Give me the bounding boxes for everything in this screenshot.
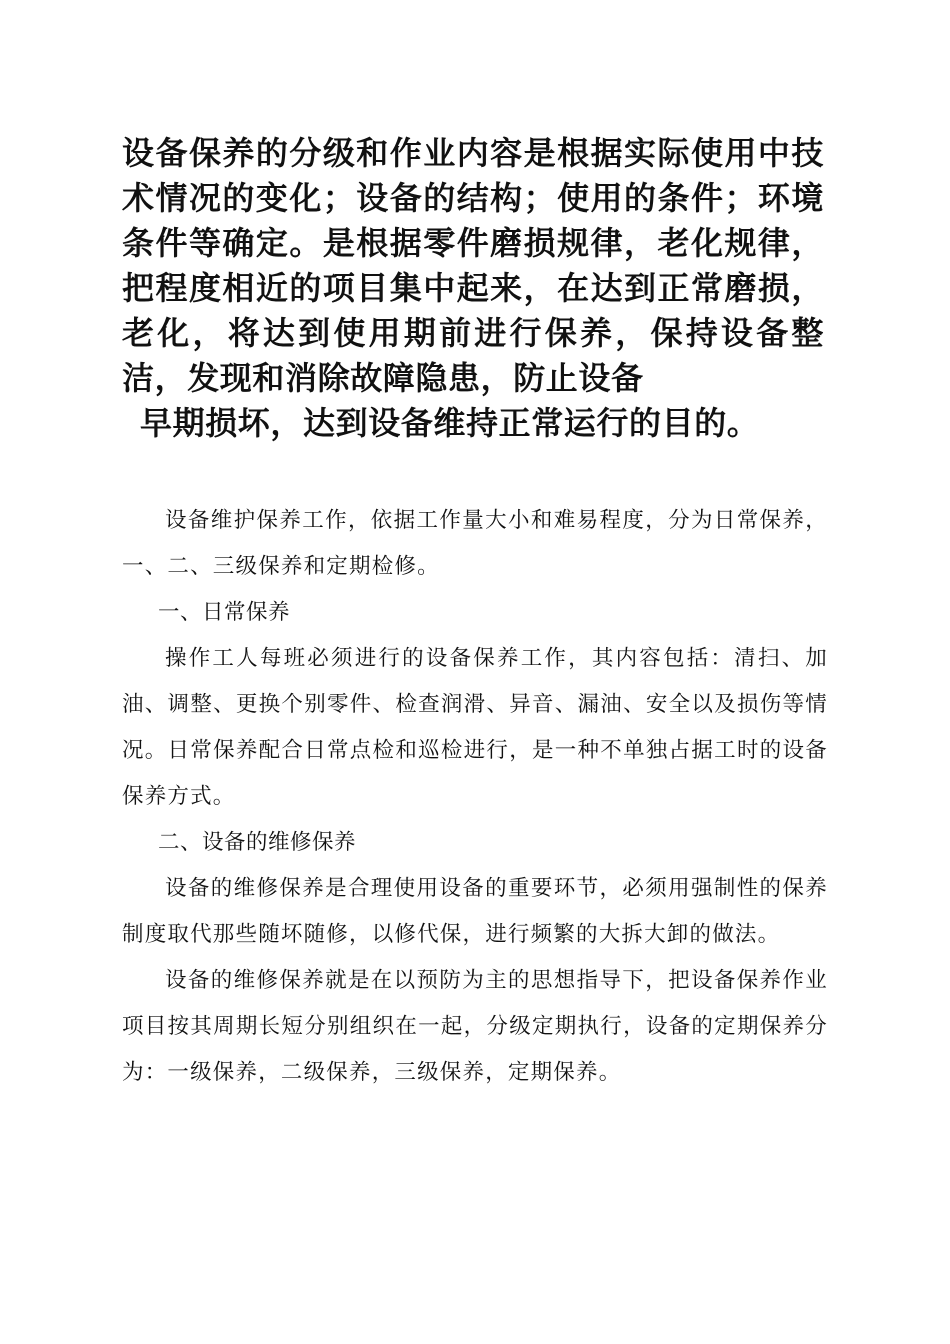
repair-maintenance-paragraph-1: 设备的维修保养是合理使用设备的重要环节，必须用强制性的保养制度取代那些随坏随修，以修代保，进行频繁的大拆大卸的做法。 bbox=[122, 876, 828, 947]
document-body bbox=[122, 498, 828, 1096]
intro-paragraph: 设备维护保养工作，依据工作量大小和难易程度，分为日常保养，一、二、三级保养和定期检修。 bbox=[122, 508, 828, 579]
summary-heading bbox=[122, 131, 824, 446]
section-title-repair-maintenance: 二、设备的维修保养 bbox=[158, 830, 357, 855]
daily-maintenance-paragraph: 操作工人每班必须进行的设备保养工作，其内容包括：清扫、加油、调整、更换个别零件、检查润滑、异音、漏油、安全以及损伤等情况。日常保养配合日常点检和巡检进行，是一种不单独占据工时的设备保养方式。 bbox=[122, 646, 828, 809]
summary-heading-text: 设备保养的分级和作业内容是根据实际使用中技术情况的变化；设备的结构；使用的条件；环境条件等确定。是根据零件磨损规律，老化规律，把程度相近的项目集中起来，在达到正常磨损，老化，将达到使用期前进行保养，保持设备整洁，发现和消除故障隐患，防止设备 bbox=[122, 134, 824, 397]
summary-heading-last-line: 早期损坏，达到设备维持正常运行的目的。 bbox=[140, 404, 760, 442]
section-title-daily-maintenance: 一、日常保养 bbox=[158, 600, 291, 625]
repair-maintenance-paragraph-2: 设备的维修保养就是在以预防为主的思想指导下，把设备保养作业项目按其周期长短分别组织在一起，分级定期执行，设备的定期保养分为：一级保养，二级保养，三级保养，定期保养。 bbox=[122, 968, 828, 1085]
